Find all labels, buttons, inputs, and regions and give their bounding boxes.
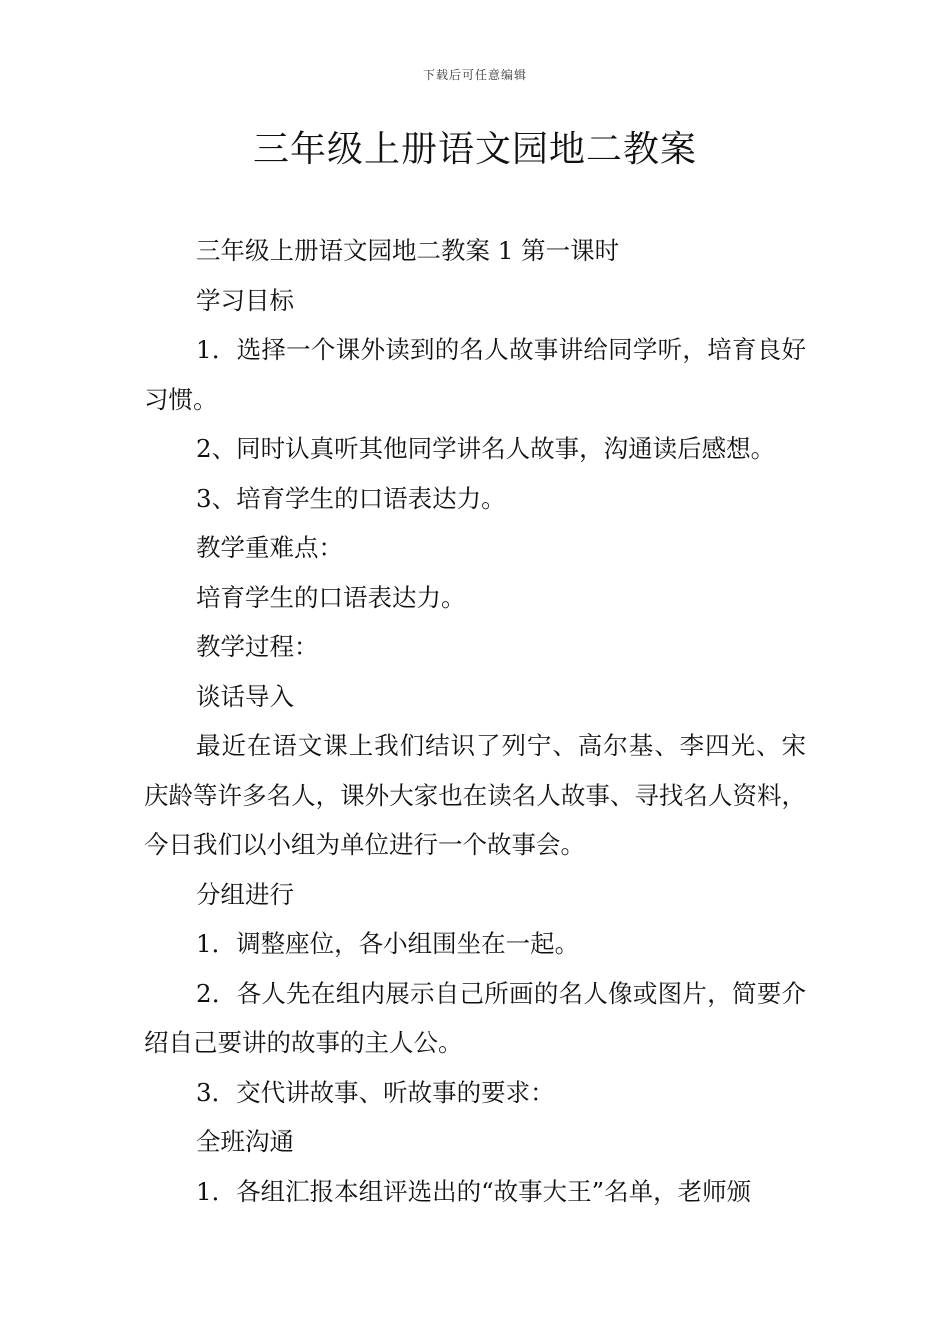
paragraph-process-heading: 教学过程： bbox=[196, 632, 319, 661]
paragraph-class-heading: 全班沟通 bbox=[196, 1127, 294, 1156]
paragraph-intro-text: 最近在语文课上我们结识了列宁、高尔基、李四光、宋庆龄等许多名人，课外大家也在读名人故事、寻找名人资料，今日我们以小组为单位进行一个故事会。 bbox=[144, 731, 806, 859]
paragraph-class-step-1: 1．各组汇报本组评选出的“故事大王”名单，老师颁 bbox=[196, 1176, 752, 1206]
paragraph-group-step-2: 2．各人先在组内展示自己所画的名人像或图片，简要介绍自己要讲的故事的主人公。 bbox=[144, 978, 806, 1057]
paragraph-lesson-heading: 三年级上册语文园地二教案 1 第一课时 bbox=[196, 236, 620, 265]
page-header-note: 下载后可任意编辑 bbox=[422, 68, 527, 82]
document-title: 三年级上册语文园地二教案 bbox=[252, 129, 697, 170]
paragraph-group-step-3: 3．交代讲故事、听故事的要求： bbox=[196, 1077, 555, 1107]
paragraph-goal-2: 2、同时认真听其他同学讲名人故事，沟通读后感想。 bbox=[196, 434, 776, 463]
paragraph-learning-goals: 学习目标 bbox=[196, 285, 294, 315]
paragraph-key-points: 培育学生的口语表达力。 bbox=[196, 582, 466, 612]
paragraph-goal-1: 1．选择一个课外读到的名人故事讲给同学听，培育良好习惯。 bbox=[144, 335, 806, 414]
document-body bbox=[144, 226, 806, 1216]
paragraph-intro-heading: 谈话导入 bbox=[196, 681, 294, 711]
paragraph-group-heading: 分组进行 bbox=[196, 879, 294, 909]
paragraph-goal-3: 3、培育学生的口语表达力。 bbox=[196, 483, 506, 513]
paragraph-group-step-1: 1．调整座位，各小组围坐在一起。 bbox=[196, 929, 580, 958]
paragraph-key-points-heading: 教学重难点： bbox=[196, 533, 343, 562]
